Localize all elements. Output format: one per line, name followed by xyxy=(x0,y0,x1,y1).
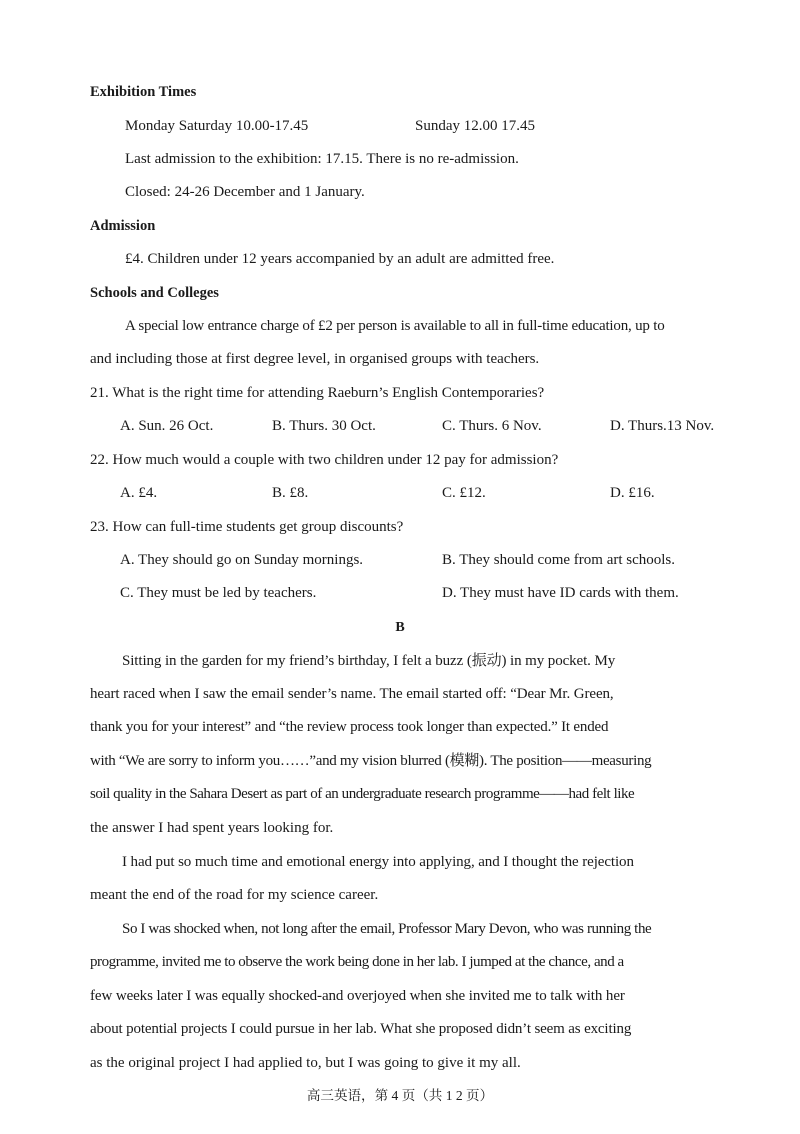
question-23-option-d: D. They must have ID cards with them. xyxy=(442,585,679,601)
admission-text: £4. Children under 12 years accompanied by an adult are admitted free. xyxy=(125,251,555,267)
closed-dates-text: Closed: 24-26 December and 1 January. xyxy=(125,184,365,200)
passage-line-2: heart raced when I saw the email sender’s name. The email started off: “Dear Mr. Green, xyxy=(90,686,614,702)
passage-line-8: meant the end of the road for my science career. xyxy=(90,887,379,903)
passage-line-13: as the original project I had applied to, but I was going to give it my all. xyxy=(90,1055,521,1071)
passage-line-11: few weeks later I was equally shocked-and overjoyed when she invited me to talk with her xyxy=(90,988,625,1004)
page-footer: 高三英语，第 4 页（共 1 2 页） xyxy=(306,1088,494,1103)
passage-line-7: I had put so much time and emotional energy into applying, and I thought the rejection xyxy=(122,854,634,870)
schools-heading: Schools and Colleges xyxy=(90,285,219,301)
exhibition-sunday-hours: Sunday 12.00 17.45 xyxy=(415,118,535,134)
passage-line-9: So I was shocked when, not long after the email, Professor Mary Devon, who was running the xyxy=(122,921,652,937)
passage-line-4: with “We are sorry to inform you……”and my vision blurred (模糊). The position——measuring xyxy=(90,753,652,769)
question-22: 22. How much would a couple with two children under 12 pay for admission? xyxy=(90,452,559,468)
passage-line-5: soil quality in the Sahara Desert as part of an undergraduate research programme——had felt like xyxy=(90,786,635,802)
question-23-option-c: C. They must be led by teachers. xyxy=(120,585,317,601)
question-21-option-a: A. Sun. 26 Oct. xyxy=(120,418,214,434)
passage-line-3: thank you for your interest” and “the review process took longer than expected.” It ended xyxy=(90,719,609,735)
question-21: 21. What is the right time for attending Raeburn’s English Contemporaries? xyxy=(90,385,545,401)
question-23: 23. How can full-time students get group discounts? xyxy=(90,519,404,535)
exhibition-weekday-hours: Monday Saturday 10.00-17.45 xyxy=(125,118,309,134)
section-b-label: B xyxy=(395,619,405,635)
schools-text-line-2: and including those at first degree level, in organised groups with teachers. xyxy=(90,351,540,367)
passage-line-6: the answer I had spent years looking for. xyxy=(90,820,334,836)
question-23-option-a: A. They should go on Sunday mornings. xyxy=(120,552,364,568)
question-22-option-d: D. £16. xyxy=(610,485,655,501)
question-22-option-b: B. £8. xyxy=(272,485,309,501)
exhibition-times-heading: Exhibition Times xyxy=(90,84,197,100)
question-21-option-d: D. Thurs.13 Nov. xyxy=(610,418,715,434)
passage-line-1: Sitting in the garden for my friend’s birthday, I felt a buzz (振动) in my pocket. My xyxy=(122,653,616,669)
question-22-option-c: C. £12. xyxy=(442,485,486,501)
passage-line-12: about potential projects I could pursue in her lab. What she proposed didn’t seem as exciting xyxy=(90,1021,632,1037)
passage-line-10: programme, invited me to observe the work being done in her lab. I jumped at the chance, and a xyxy=(90,954,624,970)
admission-heading: Admission xyxy=(90,218,156,234)
question-21-option-b: B. Thurs. 30 Oct. xyxy=(272,418,376,434)
question-22-option-a: A. £4. xyxy=(120,485,158,501)
question-23-option-b: B. They should come from art schools. xyxy=(442,552,676,568)
last-admission-text: Last admission to the exhibition: 17.15. There is no re-admission. xyxy=(125,151,519,167)
schools-text-line-1: A special low entrance charge of £2 per person is available to all in full-time education, up to xyxy=(125,318,665,334)
question-21-option-c: C. Thurs. 6 Nov. xyxy=(442,418,542,434)
